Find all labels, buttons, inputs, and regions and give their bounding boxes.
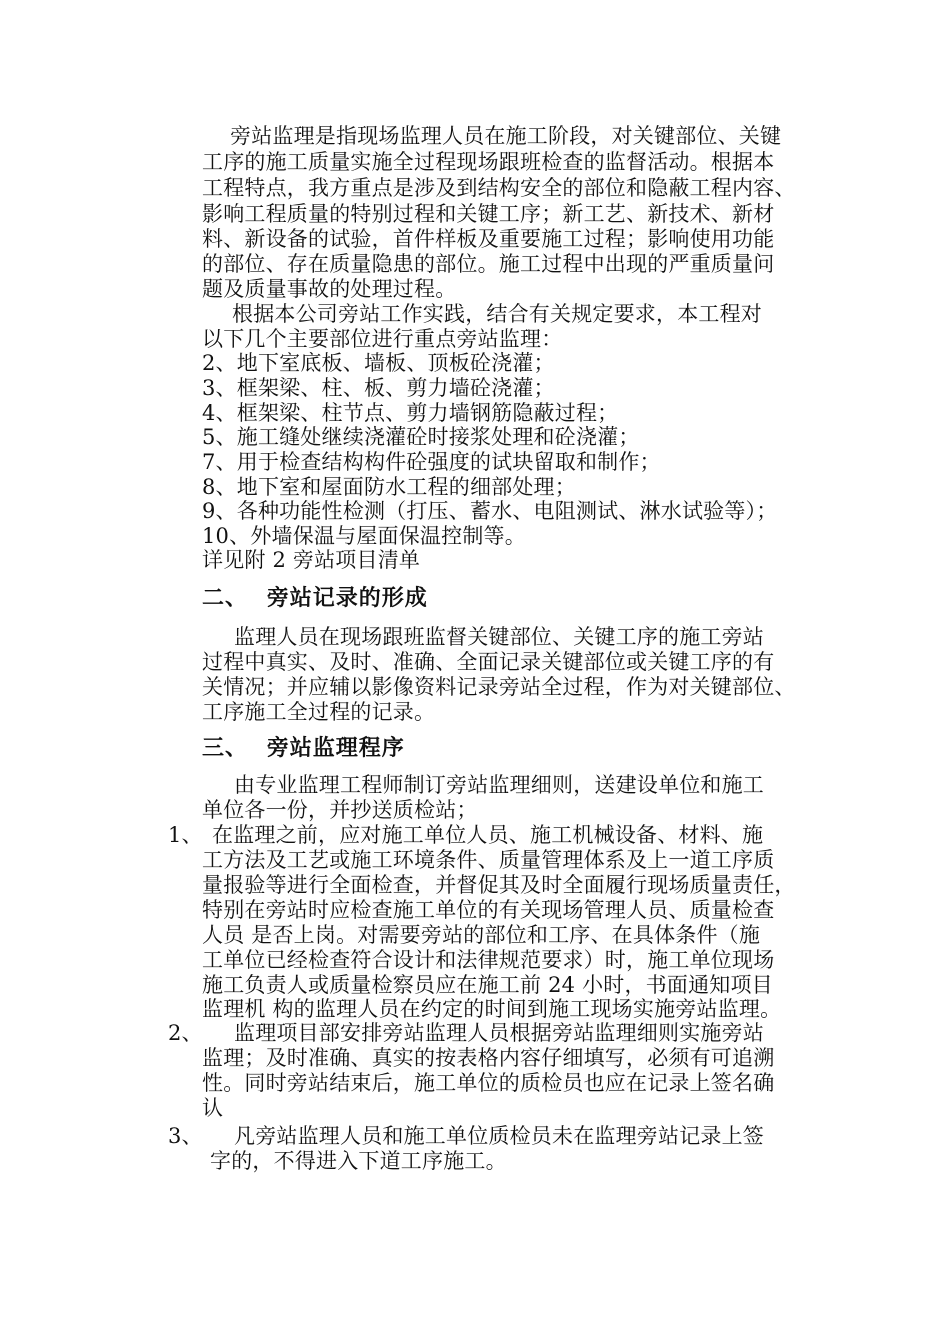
procedure-item-line: 量报验等进行全面检查，并督促其及时全面履行现场质量责任， (202, 873, 796, 897)
section-3-intro-line: 单位各一份，并抄送质检站； (202, 798, 478, 822)
key-item: 4、框架梁、柱节点、剪力墙钢筋隐蔽过程； (202, 401, 619, 425)
section-2-line: 工序施工全过程的记录。 (202, 700, 436, 724)
key-item: 3、框架梁、柱、板、剪力墙砼浇灌； (202, 376, 555, 400)
procedure-item-line: 工单位已经检查符合设计和法律规范要求）时，施工单位现场 (202, 948, 775, 972)
section-2-number: 二、 (202, 586, 249, 611)
procedure-item-number: 3、 (168, 1124, 203, 1148)
intro-line: 旁站监理是指现场监理人员在施工阶段，对关键部位、关键 (230, 124, 782, 148)
key-item: 8、地下室和屋面防水工程的细部处理； (202, 475, 576, 499)
procedure-item-line: 凡旁站监理人员和施工单位质检员未在监理旁站记录上签 (234, 1124, 764, 1148)
intro-line: 料、新设备的试验，首件样板及重要施工过程；影响使用功能 (202, 227, 775, 251)
procedure-item-line: 人员 是否上岗。对需要旁站的部位和工序、在具体条件（施 (202, 923, 761, 947)
key-item: 9、各种功能性检测（打压、蓄水、电阻测试、淋水试验等）； (202, 499, 778, 523)
section-3-heading (202, 735, 405, 763)
key-item: 2、地下室底板、墙板、顶板砼浇灌； (202, 351, 555, 375)
appendix-reference: 详见附 2 旁站项目清单 (202, 548, 421, 572)
procedure-item-line: 特别在旁站时应检查施工单位的有关现场管理人员、质量检查 (202, 898, 775, 922)
key-item: 5、施工缝处继续浇灌砼时接浆处理和砼浇灌； (202, 425, 640, 449)
key-item: 10、外墙保温与屋面保温控制等。 (202, 524, 526, 548)
intro-line: 以下几个主要部位进行重点旁站监理： (202, 327, 563, 351)
procedure-item-line: 认 (202, 1096, 224, 1120)
procedure-item-line: 监理；及时准确、真实的按表格内容仔细填写，必须有可追溯 (202, 1046, 775, 1070)
intro-line: 影响工程质量的特别过程和关键工序；新工艺、新技术、新材 (202, 202, 775, 226)
section-2-line: 关情况；并应辅以影像资料记录旁站全过程，作为对关键部位、 (202, 675, 796, 699)
procedure-item-line: 监理项目部安排旁站监理人员根据旁站监理细则实施旁站 (234, 1021, 764, 1045)
section-2-line: 过程中真实、及时、准确、全面记录关键部位或关键工序的有 (202, 650, 775, 674)
section-3-intro-line: 由专业监理工程师制订旁站监理细则，送建设单位和施工 (234, 773, 764, 797)
procedure-item-line: 工方法及工艺或施工环境条件、质量管理体系及上一道工序质 (202, 848, 775, 872)
procedure-item-number: 2、 (168, 1021, 203, 1045)
intro-line: 题及质量事故的处理过程。 (202, 277, 457, 301)
procedure-item-number: 1、 (168, 823, 203, 847)
key-item: 7、用于检查结构构件砼强度的试块留取和制作； (202, 450, 661, 474)
section-2-heading (202, 585, 428, 613)
procedure-item-line: 监理机 构的监理人员在约定的时间到施工现场实施旁站监理。 (202, 997, 782, 1021)
section-2-line: 监理人员在现场跟班监督关键部位、关键工序的施工旁站 (234, 625, 764, 649)
section-3-number: 三、 (202, 736, 249, 761)
procedure-item-line: 施工负责人或质量检察员应在施工前 24 小时，书面通知项目 (202, 973, 773, 997)
intro-line: 工程特点，我方重点是涉及到结构安全的部位和隐蔽工程内容、 (202, 176, 796, 200)
intro-line: 根据本公司旁站工作实践，结合有关规定要求，本工程对 (232, 302, 762, 326)
section-2-title: 旁站记录的形成 (266, 586, 428, 611)
section-3-title: 旁站监理程序 (266, 736, 405, 761)
procedure-item-line: 在监理之前，应对施工单位人员、施工机械设备、材料、施 (212, 823, 764, 847)
procedure-item-line: 性。同时旁站结束后，施工单位的质检员也应在记录上签名确 (202, 1071, 775, 1095)
procedure-item-line: 字的，不得进入下道工序施工。 (210, 1149, 507, 1173)
intro-line: 工序的施工质量实施全过程现场跟班检查的监督活动。根据本 (202, 150, 775, 174)
intro-line: 的部位、存在质量隐患的部位。施工过程中出现的严重质量问 (202, 252, 775, 276)
